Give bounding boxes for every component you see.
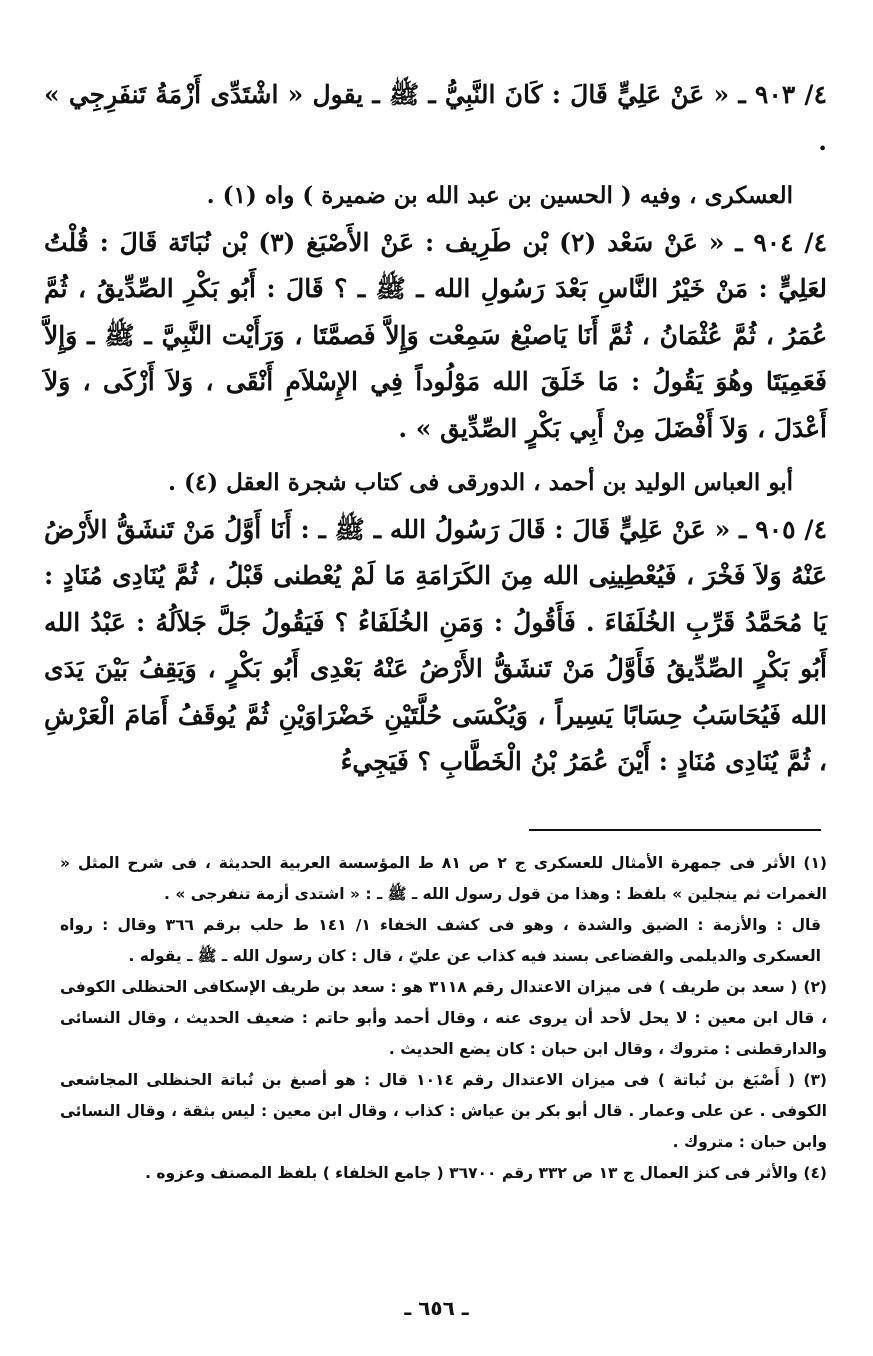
footnote-1: (١) الأثر فى جمهرة الأمثال للعسكرى ج ٢ ص ٨١ ط المؤسسة العربية الحديثة ، فى شرح المثل « الغمرات ثم ينجلين » بلفظ : وهذا من قول رسول الله ـ ﷺ ـ : « اشتدى أزمة تنفرجى » . — [60, 854, 827, 903]
footnote-4: (٤) والأثر فى كنز العمال ج ١٣ ص ٣٣٢ رقم ٣٦٧٠٠ ( جامع الخلفاء ) بلفظ المصنف وعزوه . — [145, 1164, 827, 1182]
hadith-905: ٤/ ٩٠٥ ـ « عَنْ عَلِيٍّ قَالَ : قَالَ رَسُولُ الله ـ ﷺ ـ : أَنَا أَوَّلُ مَنْ تَنشَقُّ الأَرْضُ عَنْهُ وَلاَ فَخْرَ ، فَيُعْطِينِى الله مِنَ الكَرَامَةِ مَا لَمْ يُعْطنى قَبْلُ ، ثُمَّ يُنَادِى مُنَادٍ : يَا مُحَمَّدُ قَرِّبِ الخُلَفَاءَ . فَأَقُولُ : وَمَنِ الخُلَفَاءُ ؟ فَيَقُولُ جَلَّ جَلاَلُهُ : عَبْدُ الله أَبُو بَكْرٍ الصِّدِّيقُ فَأَوَّلُ مَنْ تَنشَقُّ الأَرْضُ عَنْهُ بَعْدِى أَبُو بَكْرٍ ، وَيَقِفُ بَيْنَ يَدَى الله فَيُحَاسَبُ حِسَابًا يَسِيراً ، وَيُكْسَى حُلَّتَيْنِ خَضْرَاوَيْنِ ثُمَّ يُوقَفُ أَمَامَ الْعَرْشِ ، ثُمَّ يُنَادِى مُنَادٍ : أَيْنَ عُمَرُ بْنُ الْخَطَّابِ ؟ فَيَجِيءُ — [44, 514, 827, 776]
page-number: ـ ٦٥٦ ـ — [404, 1296, 469, 1320]
footnote-2: (٢) ( سعد بن طريف ) فى ميزان الاعتدال رقم ٣١١٨ هو : سعد بن طريف الإسكافى الحنظلى الكوفى ، قال ابن معين : لا يحل لأحد أن يروى عنه ، وقال أحمد وأبو حاتم : ضعيف الحديث ، وقال النسائى والدارقطنى : متروك ، وقال ابن حبان : كان يضع الحديث . — [60, 978, 827, 1058]
footnote-3: (٣) ( أَصْبَغ بن نُباتة ) فى ميزان الاعتدال رقم ١٠١٤ قال : هو أصبغ بن نُباتة الحنظلى المجاشعى الكوفى . عن على وعمار . قال أبو بكر بن عياش : كذاب ، وقال ابن معين : ليس بثقة ، وقال النسائى وابن حبان : متروك . — [60, 1071, 827, 1151]
source-904: أبو العباس الوليد بن أحمد ، الدورقى فى كتاب شجرة العقل (٤) . — [167, 469, 793, 496]
hadith-904: ٤/ ٩٠٤ ـ « عَنْ سَعْد (٢) بْن طَرِيف : عَنْ الأَصْبَغ (٣) بْن نُبَاتَة قَالَ : قُلْتُ لعَلِيٍّ : مَنْ خَيْرُ النَّاسِ بَعْدَ رَسُولِ الله ـ ﷺ ـ ؟ قَالَ : أَبُو بَكْرِ الصِّدِّيقُ ، ثُمَّ عُمَرُ ، ثُمَّ عُثْمَانُ ، ثُمَّ أَنَا يَاصبْغ سَمِعْت وَإِلاَّ فَصمَّتَا ، وَرَأَيْت النَّبِيَّ ـ ﷺ ـ وَإِلاَّ فَعَمِيَتَا وهُوَ يَقُولُ : مَا خَلَقَ الله مَوْلُوداً فِي الإِسْلاَمِ أَنْقَى ، وَلاَ أَزْكَى ، وَلاَ أَعْدَلَ ، وَلاَ أَفْضَلَ مِنْ أَبِي بَكْرٍ الصِّدِّيق » . — [44, 227, 827, 443]
hadith-903: ٤/ ٩٠٣ ـ « عَنْ عَلِيٍّ قَالَ : كَانَ النَّبِيُّ ـ ﷺ ـ يقول « اشْتَدِّى أَزْمَةُ تَنفَرِجِي » . — [44, 80, 827, 156]
source-903: العسكرى ، وفيه ( الحسين بن عبد الله بن ضميرة ) واه (١) . — [206, 182, 793, 209]
footnote-1-continued: قال : والأزمة : الضيق والشدة ، وهو فى كشف الخفاء ١/ ١٤١ ط حلب برقم ٣٦٦ وقال : رواه العسكرى والديلمى والقضاعى بسند فيه كذاب عن عليّ ، قال : كان رسول الله ـ ﷺ ـ يقوله . — [60, 916, 821, 965]
footnotes — [60, 848, 827, 1189]
footnote-separator — [529, 829, 821, 831]
main-text — [44, 72, 827, 786]
